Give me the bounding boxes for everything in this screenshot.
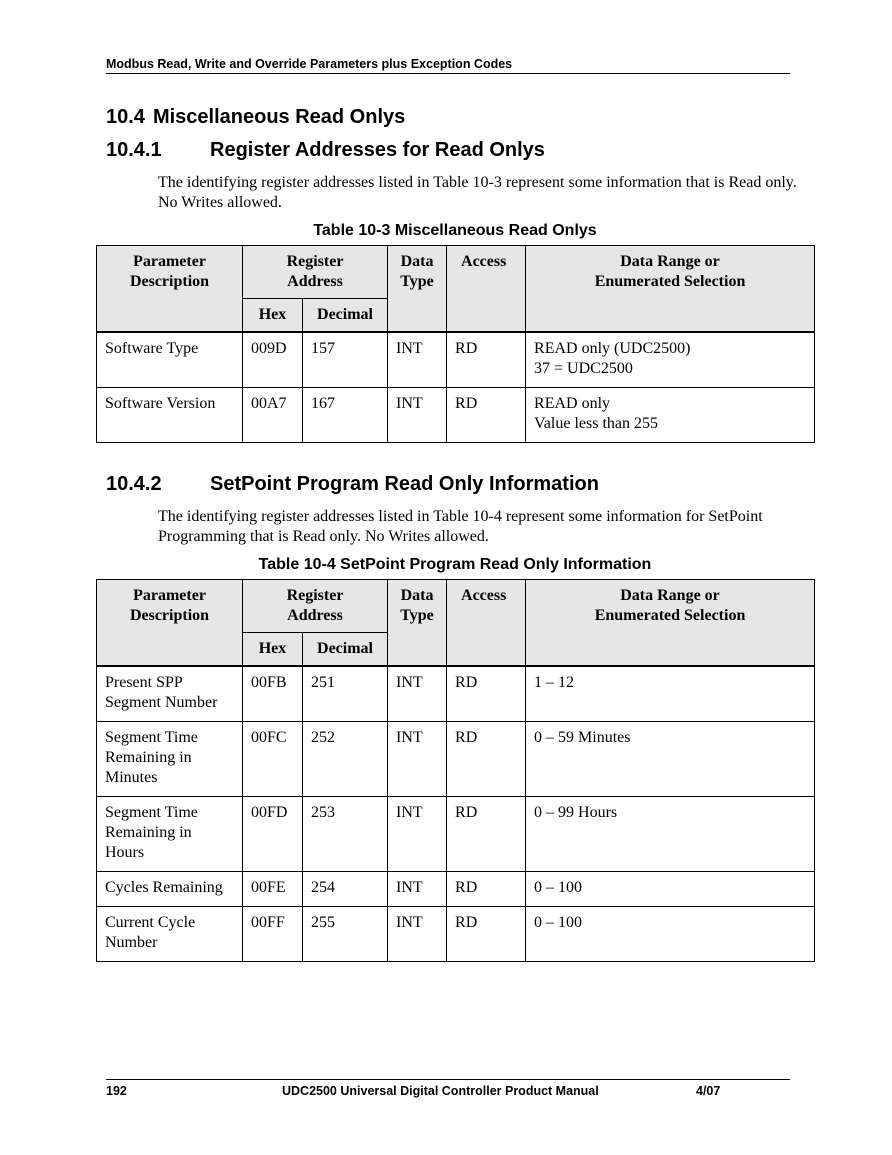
cell-description: Segment Time Remaining in Hours xyxy=(97,797,243,872)
cell-data-range: 0 – 100 xyxy=(526,907,815,962)
table-row xyxy=(97,797,815,872)
cell-data-type: INT xyxy=(388,722,447,797)
cell-decimal: 157 xyxy=(303,332,388,388)
cell-decimal: 252 xyxy=(303,722,388,797)
cell-description: Current Cycle Number xyxy=(97,907,243,962)
header-register-address: Register Address xyxy=(243,246,388,299)
page-number: 192 xyxy=(106,1084,127,1098)
cell-decimal: 251 xyxy=(303,666,388,722)
cell-data-type: INT xyxy=(388,872,447,907)
cell-data-type: INT xyxy=(388,907,447,962)
cell-hex: 00FB xyxy=(243,666,303,722)
header-hex: Hex xyxy=(243,633,303,667)
cell-decimal: 167 xyxy=(303,388,388,443)
header-access: Access xyxy=(447,580,526,667)
cell-hex: 00FE xyxy=(243,872,303,907)
header-access: Access xyxy=(447,246,526,333)
cell-description: Segment Time Remaining in Minutes xyxy=(97,722,243,797)
running-header: Modbus Read, Write and Override Parameters plus Exception Codes xyxy=(106,57,790,74)
header-data-type: Data Type xyxy=(388,246,447,333)
table-row xyxy=(97,388,815,443)
cell-access: RD xyxy=(447,332,526,388)
cell-data-type: INT xyxy=(388,332,447,388)
cell-access: RD xyxy=(447,388,526,443)
cell-hex: 00A7 xyxy=(243,388,303,443)
section-number: 10.4 xyxy=(106,106,145,128)
header-data-type: Data Type xyxy=(388,580,447,667)
subsection-number: 10.4.2 xyxy=(106,473,162,495)
running-footer xyxy=(106,1079,790,1102)
header-decimal: Decimal xyxy=(303,633,388,667)
intro-paragraph-2: The identifying register addresses listed in Table 10-4 represent some information for SetPoint Programming that is Read only. No Writes allowed. xyxy=(158,508,763,545)
section-title: Miscellaneous Read Onlys xyxy=(152,106,406,128)
cell-description: Software Version xyxy=(97,388,243,443)
intro-paragraph-1: The identifying register addresses listed in Table 10-3 represent some information that is Read only. No Writes allowed. xyxy=(158,174,797,211)
cell-hex: 009D xyxy=(243,332,303,388)
cell-data-range: 0 – 100 xyxy=(526,872,815,907)
cell-access: RD xyxy=(447,722,526,797)
cell-data-range: READ only Value less than 255 xyxy=(526,388,815,443)
subsection-number: 10.4.1 xyxy=(106,139,162,161)
cell-decimal: 255 xyxy=(303,907,388,962)
cell-hex: 00FC xyxy=(243,722,303,797)
publication-date: 4/07 xyxy=(696,1084,721,1098)
header-parameter-description: Parameter Description xyxy=(97,246,243,333)
table-row xyxy=(97,907,815,962)
cell-data-type: INT xyxy=(388,797,447,872)
cell-description: Present SPP Segment Number xyxy=(97,666,243,722)
setpoint-program-table xyxy=(96,579,815,962)
table-row xyxy=(97,666,815,722)
cell-data-range: 1 – 12 xyxy=(526,666,815,722)
table-row xyxy=(97,722,815,797)
header-parameter-description: Parameter Description xyxy=(97,580,243,667)
header-data-range: Data Range or Enumerated Selection xyxy=(526,246,815,333)
cell-data-range: 0 – 99 Hours xyxy=(526,797,815,872)
misc-read-onlys-table xyxy=(96,245,815,443)
cell-access: RD xyxy=(447,907,526,962)
table-row xyxy=(97,872,815,907)
subsection-heading-1 xyxy=(106,139,545,162)
cell-data-range: READ only (UDC2500) 37 = UDC2500 xyxy=(526,332,815,388)
cell-access: RD xyxy=(447,797,526,872)
table-caption-2: Table 10-4 SetPoint Program Read Only Information xyxy=(258,556,652,573)
cell-description: Software Type xyxy=(97,332,243,388)
header-data-range: Data Range or Enumerated Selection xyxy=(526,580,815,667)
cell-decimal: 253 xyxy=(303,797,388,872)
header-register-address: Register Address xyxy=(243,580,388,633)
subsection-heading-2 xyxy=(106,473,599,496)
cell-description: Cycles Remaining xyxy=(97,872,243,907)
cell-data-range: 0 – 59 Minutes xyxy=(526,722,815,797)
subsection-title: SetPoint Program Read Only Information xyxy=(210,473,599,495)
cell-hex: 00FD xyxy=(243,797,303,872)
section-heading xyxy=(106,106,405,129)
table-row xyxy=(97,332,815,388)
cell-access: RD xyxy=(447,666,526,722)
subsection-title: Register Addresses for Read Onlys xyxy=(210,139,545,161)
cell-access: RD xyxy=(447,872,526,907)
header-decimal: Decimal xyxy=(303,299,388,333)
cell-decimal: 254 xyxy=(303,872,388,907)
table-caption-1: Table 10-3 Miscellaneous Read Onlys xyxy=(313,222,597,239)
header-hex: Hex xyxy=(243,299,303,333)
cell-data-type: INT xyxy=(388,666,447,722)
manual-title: UDC2500 Universal Digital Controller Product Manual xyxy=(282,1084,599,1098)
cell-data-type: INT xyxy=(388,388,447,443)
cell-hex: 00FF xyxy=(243,907,303,962)
